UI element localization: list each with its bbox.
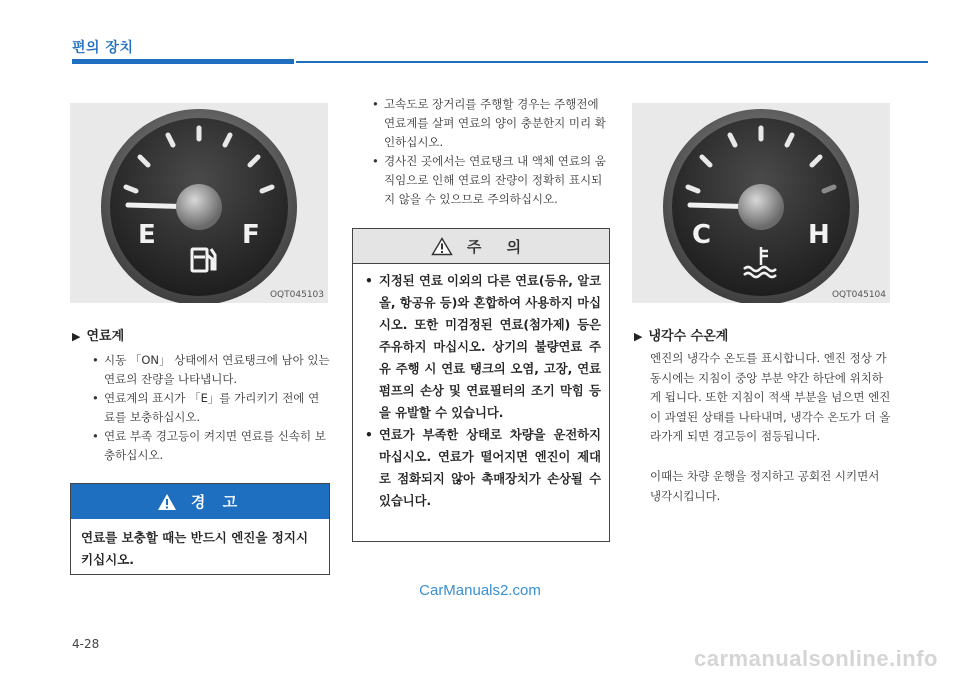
section-title: 편의 장치	[72, 40, 134, 56]
image-code: OQT045103	[269, 290, 324, 300]
warning-triangle-icon	[157, 493, 177, 511]
list-item: • 연료 부족 경고등이 켜지면 연료를 신속히 보충하십시오.	[90, 427, 330, 465]
page-number: 4-28	[72, 637, 100, 651]
full-label: F	[242, 220, 260, 250]
temp-section-heading: ▶ 냉각수 수온계	[634, 329, 729, 344]
warning-text: 연료를 보충할 때는 반드시 엔진을 정지시키십시오.	[81, 530, 309, 567]
hot-label: H	[808, 220, 830, 250]
caution-header	[353, 229, 609, 264]
empty-label: E	[138, 220, 156, 250]
temp-instruction: 이때는 차량 운행을 정지하고 공회전 시키면서 냉각시킵니다.	[650, 469, 880, 503]
fuel-gauge-image	[70, 103, 328, 303]
list-item: • 경사진 곳에서는 연료탱크 내 액체 연료의 움직임으로 인해 연료의 잔량이 정확히 표시되지 않을 수 있으므로 주의하십시오.	[370, 152, 610, 209]
fuel-section-heading: ▶ 연료계	[72, 329, 125, 344]
watermark-link[interactable]: CarManuals2.com	[419, 582, 541, 599]
header-accent-bar	[72, 59, 294, 64]
temperature-gauge-image	[632, 103, 890, 303]
list-item: • 연료계의 표시가 「E」를 가리키기 전에 연료를 보충하십시오.	[90, 389, 330, 427]
list-item: • 지정된 연료 이외의 다른 연료(등유, 알코올, 항공유 등)와 혼합하여 사용하지 마십시오. 또한 미검정된 연료(첨가제) 등은 주유하지 마십시오. 상기의 불량연료 주유 주행 시 연료 탱크의 오염, 고장, 연료 펌프의 손상 및 연료필터의 조기 막힘 등을 유발할 수 있습니다.	[365, 270, 601, 424]
cold-label: C	[692, 220, 712, 250]
list-item: • 연료가 부족한 상태로 차량을 운전하지 마십시오. 연료가 떨어지면 엔진이 제대로 점화되지 않아 촉매장치가 손상될 수 있습니다.	[365, 424, 601, 512]
warning-box	[70, 483, 330, 575]
fuel-bullet-list	[90, 351, 330, 465]
triangle-bullet-icon: ▶	[72, 330, 81, 343]
caution-list	[353, 270, 609, 512]
caution-triangle-icon	[431, 237, 453, 256]
image-code: OQT045104	[831, 290, 886, 300]
caution-title: 주 의	[466, 237, 532, 256]
warning-title: 경 고	[190, 493, 244, 511]
middle-bullet-list	[370, 95, 610, 209]
warning-header	[71, 484, 329, 519]
caution-box	[352, 228, 610, 542]
triangle-bullet-icon: ▶	[634, 330, 643, 343]
header-rule	[296, 61, 928, 63]
watermark-text: carmanualsonline.info	[694, 646, 938, 671]
list-item: • 시동 「ON」 상태에서 연료탱크에 남아 있는 연료의 잔량을 나타냅니다.	[90, 351, 330, 389]
list-item: • 고속도로 장거리를 주행할 경우는 주행전에 연료계를 살펴 연료의 양이 충분한지 미리 확인하십시오.	[370, 95, 610, 152]
temp-description: 엔진의 냉각수 온도를 표시합니다. 엔진 정상 가동시에는 지침이 중앙 부분 약간 하단에 위치하게 됩니다. 또한 지침이 적색 부분을 넘으면 엔진이 과열된 상태를 나타내며, 냉각수 온도가 더 올라가게 되면 경고등이 점등됩니다.	[650, 351, 891, 443]
